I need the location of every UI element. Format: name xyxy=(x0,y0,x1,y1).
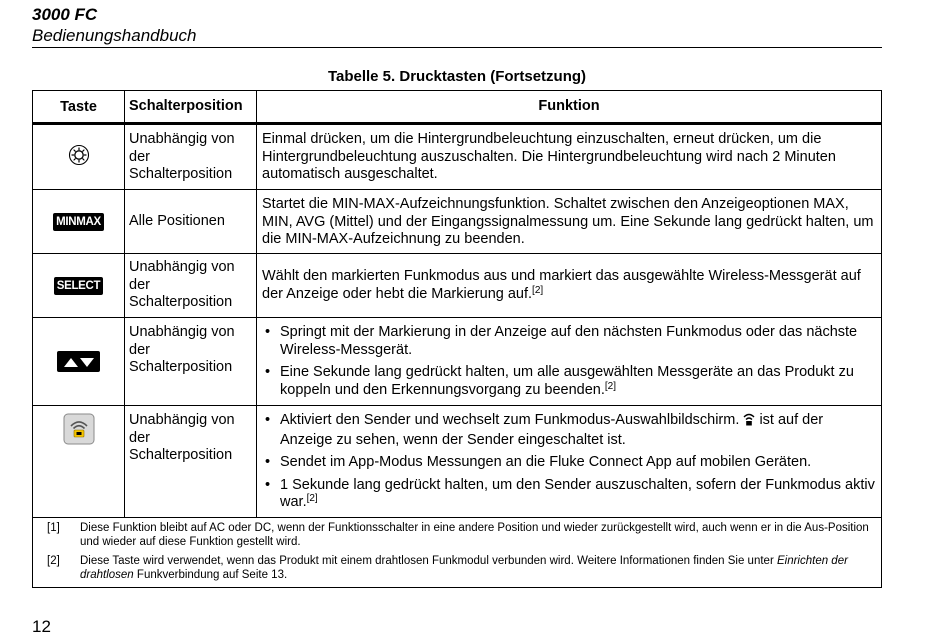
footnote-2 xyxy=(47,554,875,582)
backlight-sun-icon xyxy=(68,144,90,171)
table-title: Tabelle 5. Drucktasten (Fortsetzung) xyxy=(327,68,587,85)
function-cell xyxy=(257,318,881,405)
list-item: • Eine Sekunde lang gedrückt halten, um alle ausgewählten Messgeräte an das Produkt zu koppeln und den Erkennungsvorgang zu beenden.[2] xyxy=(262,364,875,399)
position-cell: Unabhängig von der Schalterposition xyxy=(125,318,257,405)
function-bullet-list xyxy=(262,324,875,399)
list-item: • Sendet im App-Modus Messungen an die Fluke Connect App auf mobilen Geräten. xyxy=(262,454,875,472)
footnote-1 xyxy=(47,521,875,549)
function-cell xyxy=(257,406,881,517)
position-cell: Alle Positionen xyxy=(125,190,257,253)
key-cell xyxy=(33,254,125,317)
select-key-icon: SELECT xyxy=(54,277,104,295)
table-row xyxy=(33,124,881,189)
wireless-key-icon xyxy=(63,413,95,450)
header-rule xyxy=(32,47,882,48)
key-cell xyxy=(33,318,125,405)
list-item: • 1 Sekunde lang gedrückt halten, um den Sender auszuschalten, sofern der Funkmodus aktiv war.[2] xyxy=(262,477,875,512)
footnote-ref: [2] xyxy=(604,380,617,392)
footnote-number: [2] xyxy=(47,555,60,567)
position-cell: Unabhängig von der Schalterposition xyxy=(125,406,257,517)
table-row xyxy=(33,253,881,317)
key-cell xyxy=(33,190,125,253)
function-cell xyxy=(257,254,881,317)
page-number: 12 xyxy=(32,617,51,636)
footnote-ref: [2] xyxy=(532,284,544,296)
column-header-schalterposition: Schalterposition xyxy=(125,91,257,122)
table-header-row xyxy=(33,91,881,124)
list-item: • Springt mit der Markierung in der Anzeige auf den nächsten Funkmodus oder das nächste Wireless-Messgerät. xyxy=(262,324,875,359)
table-row xyxy=(33,317,881,405)
footnote-ref: [2] xyxy=(306,493,318,504)
function-cell: Startet die MIN-MAX-Aufzeichnungsfunktion. Schaltet zwischen den Anzeigeoptionen MAX, MIN, AVG (Mittel) und der Eingangssignalmessung um. Eine Sekunde lang gedrückt halten, um die MIN-MAX-Aufzeichnung zu beenden. xyxy=(262,196,874,247)
column-header-taste: Taste xyxy=(33,91,125,122)
wireless-signal-icon xyxy=(743,412,755,432)
header-subtitle: Bedienungshandbuch xyxy=(32,26,197,45)
footnote-number: [1] xyxy=(47,522,60,534)
header-model: 3000 FC xyxy=(32,5,98,24)
footnote-text: Diese Funktion bleibt auf AC oder DC, wenn der Funktionsschalter in eine andere Position und wieder zurückgestellt wird, auch wenn er in die Aus-Position und wieder auf diese Funktion gestellt wird. xyxy=(80,522,869,548)
key-cell xyxy=(33,406,125,517)
buttons-table xyxy=(32,90,882,588)
list-item: • Aktiviert den Sender und wechselt zum Funkmodus-Auswahlbildschirm. ist auf der Anzeige zu sehen, wenn der Sender eingeschaltet ist. xyxy=(262,412,875,449)
position-cell: Unabhängig von der Schalterposition xyxy=(125,254,257,317)
table-row xyxy=(33,405,881,517)
key-cell xyxy=(33,125,125,189)
table-footnotes xyxy=(33,517,881,587)
function-cell: Einmal drücken, um die Hintergrundbeleuchtung einzuschalten, erneut drücken, um die Hintergrundbeleuchtung auszuschalten. Die Hintergrundbeleuchtung wird nach 2 Minuten automatisch ausgeschaltet. xyxy=(262,131,836,182)
function-bullet-list xyxy=(262,412,875,512)
column-header-funktion: Funktion xyxy=(538,97,600,114)
up-down-arrow-key-icon xyxy=(57,351,100,372)
minmax-key-icon: MINMAX xyxy=(53,213,104,231)
footnote-text: Diese Taste wird verwendet, wenn das Produkt mit einem drahtlosen Funkmodul verbunden wird. Weitere Informationen finden Sie unter Einrichten der drahtlosen Funkverbindung auf Seite 13. xyxy=(80,555,848,581)
table-row xyxy=(33,189,881,253)
function-text: Wählt den markierten Funkmodus aus und markiert das ausgewählte Wireless-Messgerät auf der Anzeige oder hebt die Markierung auf. xyxy=(262,268,861,302)
position-cell: Unabhängig von der Schalterposition xyxy=(125,125,257,189)
